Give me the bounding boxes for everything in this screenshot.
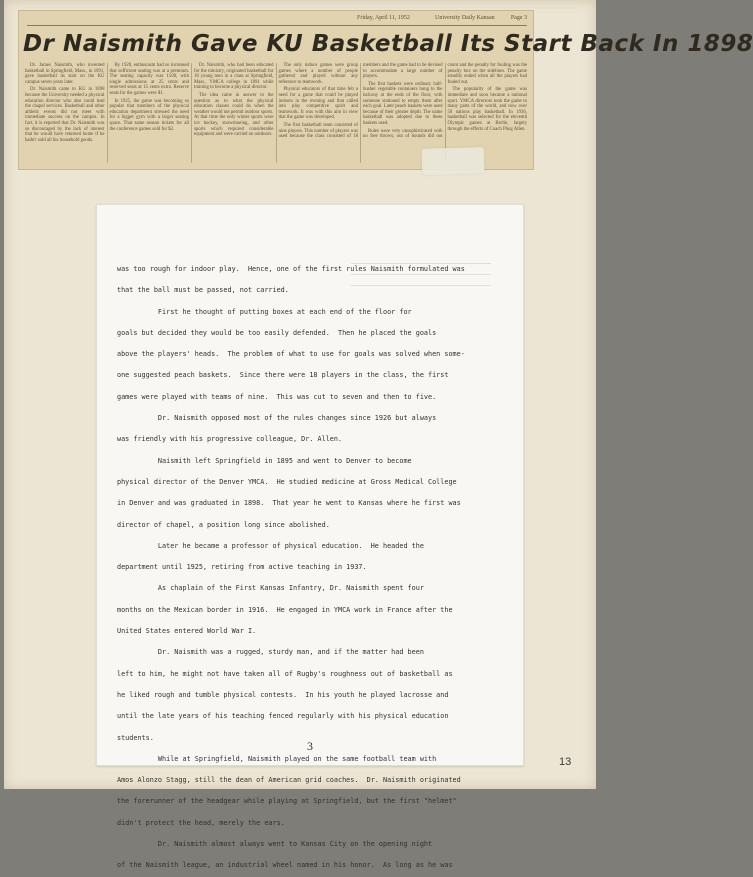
clipping-paragraph: In 1925, the game was becoming so popular that members of the physical education department stressed the need for a bigger gym with a larger seating space. That same season tickets for all the conference games sold for $2. [109,98,189,132]
clipping-paragraph: The only indoor games were group games where a number of people gathered and played without any reference to teamwork. [278,63,358,85]
typed-line: goals but decided they would be too easily defended. Then he placed the goals [117,328,437,337]
typed-line: was friendly with his progressive colleague, Dr. Allen. [117,435,343,444]
clipping-paragraph: The popularity of the game was immediate and soon became a national sport. YMCA directors took the game to many parts of the world, and now over 50 nations play basketball. In 1936, basketball was selected for the eleventh Olympic games at Berlin, largely through the efforts of Coach Phog Allen. [447,87,527,132]
typed-line: physical director of the Denver YMCA. He studied medicine at Gross Medical College [117,477,457,486]
clipping-paragraph: The first baskets were ordinary half-bushel vegetable containers hung to the balcony at the ends of the floor, with someone stationed to empty them after each goal. Later peach baskets were used because of their greater depth. The name basketball was adopted due to these baskets used. [363,81,443,126]
clipping-paragraph: Dr. James Naismith, who invented basketball in Springfield, Mass., in 1891, gave basketball its start on the KU campus seven years later. [25,63,105,85]
clipping-paragraph: The first basketball team consisted of nine players. This number of players was used because the class consisted of 18 members and the game had to be devised to accommodate a large number of players. [278,63,443,140]
typed-line: until the late years of his teaching fenced regularly with his physical education [117,712,449,721]
clipping-paragraph: Dr. Naismith came to KU in 1898 because the University needed a physical education director who also could lead the chapel services. Basketball and other athletic events did not meet with immediate success on the campus. In fact, it is reported that Dr. Naismith was so discouraged by the lack of interest that he would have returned home if he hadn't sold all his household goods. [25,87,105,143]
typed-line: As chaplain of the First Kansas Infantry, Dr. Naismith spent four [117,584,424,593]
typed-line: was too rough for indoor play. Hence, one of the first rules Naismith formulated was [117,265,465,273]
typed-line: Dr. Naismith opposed most of the rules changes since 1926 but always [117,414,437,423]
typed-line: didn't protect the head, merely the ears. [117,818,285,827]
clipping-paragraph: The idea came in answer to the question as to what the physical education classes could do when the weather would not permit outdoor sports. At that time the only winter sports were ice hockey, snowshoeing, and other sports which required considerable equipment and were carried on outdoors. [194,92,274,138]
typed-line: in Denver and was graduated in 1898. That year he went to Kansas where he first was [117,499,461,508]
archive-number: 13 [559,756,572,768]
typed-line: months on the Mexican border in 1916. He engaged in YMCA work in France after the [117,605,453,614]
typed-line: United States entered World War I. [117,627,257,636]
typed-line: director of chapel, a position long since abolished. [117,520,330,529]
masthead-page: Page 3 [510,15,527,21]
clipping-paragraph: By 1920, enthusiasm had so increased that sufficient seating was at a premium. The seating capacity was 1500, with single admissions at 25 cents and reserved seats at 15 cents extra. Reserve seats for the games were $1. [109,63,189,96]
clipping-paragraph: Rules were very unsophisticated with no free throws, out of bounds did not count and the penalty for fouling was the penalty box on the sidelines. The game steadily ended when all the players had fouled out. [363,63,527,140]
typed-line: students. [117,733,154,742]
typed-line: above the players' heads. The problem of what to use for goals was solved when some- [117,350,465,359]
typed-line: First he thought of putting boxes at each end of the floor for [117,307,412,316]
typed-sheet [96,204,524,870]
typed-line: Dr. Naismith was a rugged, sturdy man, and if the matter had been [117,648,424,657]
typed-line: he liked rough and tumble physical contests. In his youth he played lacrosse and [117,690,449,699]
tape-strip [422,147,485,175]
newspaper-clipping [18,10,753,170]
clipping-paragraph: Dr. Naismith, who had been educated for the ministry, originated basketball for 18 young men in a class at Springfield, Mass., YMCA college in 1891 while training to become a physical director. [194,63,274,91]
typed-line: Later he became a professor of physical education. He headed the [117,541,424,550]
typed-line: Dr. Naismith almost always went to Kansas City on the opening night [117,840,433,849]
typed-line: that the ball must be passed, not carried. [117,286,289,295]
typed-text-block [117,259,507,877]
typed-line: left to him, he might not have taken all of Rugby's roughness out of basketball as [117,669,453,678]
masthead-date: Friday, April 11, 1952 [357,15,410,21]
clipping-paragraph: Physical educators of that time felt a need for a game that could be played indoors in the evening and that called into play competitive spirit and teamwork. It was with this aim in view that the game was developed. [278,87,358,121]
clipping-headline: Dr Naismith Gave KU Basketball Its Start Back In 1898 [23,31,753,57]
typed-line: Amos Alonzo Stagg, still the dean of American grid coaches. Dr. Naismith originated [117,776,461,785]
masthead-paper: University Daily Kansan [435,15,495,21]
typed-line: Naismith left Springfield in 1895 and went to Denver to become [117,456,412,465]
newspaper-masthead [27,13,527,26]
scrapbook-page [4,0,753,870]
page-number: 3 [307,739,313,753]
typed-line: one suggested peach baskets. Since there were 18 players in the class, the first [117,371,449,380]
typed-line: department until 1925, retiring from active teaching in 1937. [117,563,367,572]
typed-line: the forerunner of the headgear while playing at Springfield, but the first "helmet" [117,797,457,806]
typed-line: games were played with teams of nine. This was cut to seven and then to five. [117,392,437,401]
typed-line: of the Naismith league, an industrial wheel named in his honor. As long as he was [117,861,453,870]
typed-line: While at Springfield, Naismith played on the same football team with [117,754,437,763]
